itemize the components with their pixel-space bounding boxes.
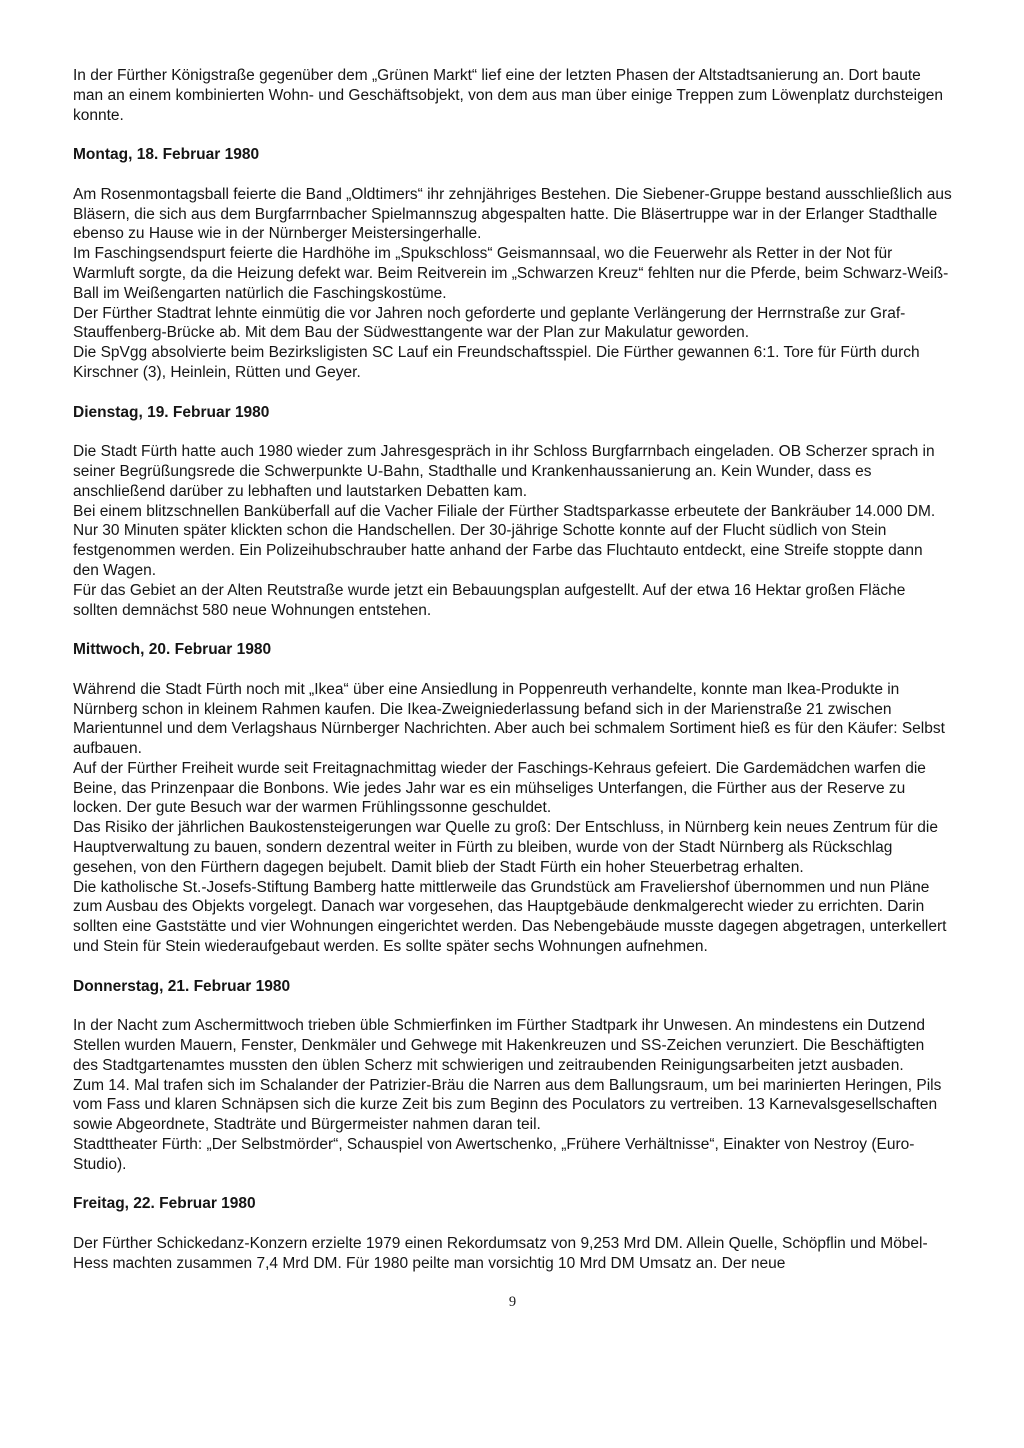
paragraph: Bei einem blitzschnellen Banküberfall auf die Vacher Filiale der Fürther Stadtsparkasse erbeutete der Bankräuber 14.000 DM. Nur 30 Minuten später klickten schon die Handschellen. Der 30-jährige Schotte konnte auf der Flucht südlich von Stein festgenommen werden. Ein Polizeihubschrauber hatte anhand der Farbe das Fluchtauto entdeckt, eine Streife stoppte dann den Wagen. xyxy=(73,502,936,579)
paragraph: Das Risiko der jährlichen Baukostensteigerungen war Quelle zu groß: Der Entschluss, in Nürnberg kein neues Zentrum für die Hauptverwaltung zu bauen, sondern dezentral weiter in Fürth zu bleiben, wurde von der Stadt Nürnberg als Rückschlag gesehen, von den Fürthern dagegen bejubelt. Damit blieb der Stadt Fürth ein hoher Steuerbetrag erhalten. xyxy=(73,819,938,876)
page-number: 9 xyxy=(508,1294,517,1311)
paragraph: Der Fürther Stadtrat lehnte einmütig die vor Jahren noch geforderte und geplante Verlängerung der Herrnstraße zur Graf-Stauffenberg-Brücke ab. Mit dem Bau der Südwesttangente war der Plan zur Makulatur geworden. xyxy=(73,304,906,342)
section-heading: Mittwoch, 20. Februar 1980 xyxy=(73,641,272,659)
section-body xyxy=(73,1234,952,1274)
paragraph: Der Fürther Schickedanz-Konzern erzielte 1979 einen Rekordumsatz von 9,253 Mrd DM. Allein Quelle, Schöpflin und Möbel-Hess machten zusammen 7,4 Mrd DM. Für 1980 peilte man vorsichtig 10 Mrd DM Umsatz an. Der neue xyxy=(73,1235,928,1272)
intro-paragraph: In der Fürther Königstraße gegenüber dem „Grünen Markt“ lief eine der letzten Phasen der Altstadtsanierung an. Dort baute man an einem kombinierten Wohn- und Geschäftsobjekt, von dem aus man über einige Treppen zum Löwenplatz durchsteigen konnte. xyxy=(73,67,943,124)
paragraph: Auf der Fürther Freiheit wurde seit Freitagnachmittag wieder der Faschings-Kehraus gefeiert. Die Gardemädchen warfen die Beine, das Prinzenpaar die Bonbons. Wie jedes Jahr war es ein mühseliges Unterfangen, die Fürther aus der Reserve zu locken. Der gute Besuch war der warmen Frühlingssonne geschuldet. xyxy=(73,759,926,817)
section-heading: Donnerstag, 21. Februar 1980 xyxy=(73,977,291,995)
section-heading: Dienstag, 19. Februar 1980 xyxy=(73,403,270,421)
paragraph: Für das Gebiet an der Alten Reutstraße wurde jetzt ein Bebauungsplan aufgestellt. Auf der etwa 16 Hektar großen Fläche sollten demnächst 580 neue Wohnungen entstehen. xyxy=(73,581,906,619)
paragraph: Zum 14. Mal trafen sich im Schalander der Patrizier-Bräu die Narren aus dem Ballungsraum, um bei marinierten Heringen, Pils vom Fass und klaren Schnäpsen sich die kurze Zeit bis zum Beginn des Poculators zu vertreiben. 13 Karnevalsgesellschaften sowie Abgeordnete, Stadträte und Bürgermeister nahmen daran teil. xyxy=(73,1076,942,1134)
paragraph: Die SpVgg absolvierte beim Bezirksligisten SC Lauf ein Freundschaftsspiel. Die Fürther gewannen 6:1. Tore für Fürth durch Kirschner (3), Heinlein, Rütten und Geyer. xyxy=(73,344,920,381)
section-montag-18-februar xyxy=(73,145,952,383)
paragraph: Die katholische St.-Josefs-Stiftung Bamberg hatte mittlerweile das Grundstück am Fraveliershof übernommen und nun Pläne zum Ausbau des Objekts vorgelegt. Danach war vorgesehen, das Hauptgebäude denkmalgerecht wieder zu errichten. Darin sollten eine Gaststätte und vier Wohnungen eingerichtet werden. Das Nebengebäude musste dagegen abgetragen, unterkellert und Stein für Stein wiederaufgebaut werden. Es sollte später sechs Wohnungen aufnehmen. xyxy=(73,878,947,956)
section-freitag-22-februar xyxy=(73,1194,952,1273)
section-heading: Montag, 18. Februar 1980 xyxy=(73,146,260,164)
paragraph: In der Nacht zum Aschermittwoch trieben üble Schmierfinken im Fürther Stadtpark ihr Unwesen. An mindestens ein Dutzend Stellen wurden Mauern, Fenster, Denkmäler und Gehwege mit Hakenkreuzen und SS-Zeichen verunziert. Die Beschäftigten des Stadtgartenamtes mussten den üblen Scherz mit schwierigen und zeitraubenden Reinigungsarbeiten jetzt ausbaden. xyxy=(73,1017,926,1074)
section-mittwoch-20-februar xyxy=(73,640,952,957)
paragraph: Am Rosenmontagsball feierte die Band „Oldtimers“ ihr zehnjähriges Bestehen. Die Siebener-Gruppe bestand ausschließlich aus Bläsern, die sich aus dem Burgfarrnbacher Spielmannszug abgespalten hatte. Die Bläsertruppe war in der Erlanger Stadthalle ebenso zu Hause wie in der Nürnberger Meistersingerhalle. xyxy=(73,185,952,243)
section-dienstag-19-februar xyxy=(73,403,952,621)
section-body xyxy=(73,185,952,383)
paragraph: Während die Stadt Fürth noch mit „Ikea“ über eine Ansiedlung in Poppenreuth verhandelte, konnte man Ikea-Produkte in Nürnberg schon in kleinem Rahmen kaufen. Die Ikea-Zweigniederlassung befand sich in der Marienstraße 21 zwischen Marientunnel und dem Verlagshaus Nürnberger Nachrichten. Aber auch bei schmalem Sortiment hieß es für den Käufer: Selbst aufbauen. xyxy=(73,680,945,758)
paragraph: Die Stadt Fürth hatte auch 1980 wieder zum Jahresgespräch in ihr Schloss Burgfarrnbach eingeladen. OB Scherzer sprach in seiner Begrüßungsrede die Schwerpunkte U-Bahn, Stadthalle und Krankenhaussanierung an. Kein Wunder, dass es anschließend darüber zu lebhaften und lautstarken Debatten kam. xyxy=(73,443,935,500)
paragraph: Stadttheater Fürth: „Der Selbstmörder“, Schauspiel von Awertschenko, „Frühere Verhältnisse“, Einakter von Nestroy (Euro-Studio). xyxy=(73,1136,915,1173)
section-body xyxy=(73,1016,952,1174)
section-donnerstag-21-februar xyxy=(73,977,952,1175)
section-heading: Freitag, 22. Februar 1980 xyxy=(73,1195,256,1213)
paragraph: Im Faschingsendspurt feierte die Hardhöhe im „Spukschloss“ Geismannsaal, wo die Feuerwehr als Retter in der Not für Warmluft sorgte, da die Heizung defekt war. Beim Reitverein im „Schwarzen Kreuz“ fehlten nur die Pferde, beim Schwarz-Weiß-Ball im Weißengarten natürlich die Faschingskostüme. xyxy=(73,245,949,302)
section-body xyxy=(73,680,952,957)
section-body xyxy=(73,442,952,620)
